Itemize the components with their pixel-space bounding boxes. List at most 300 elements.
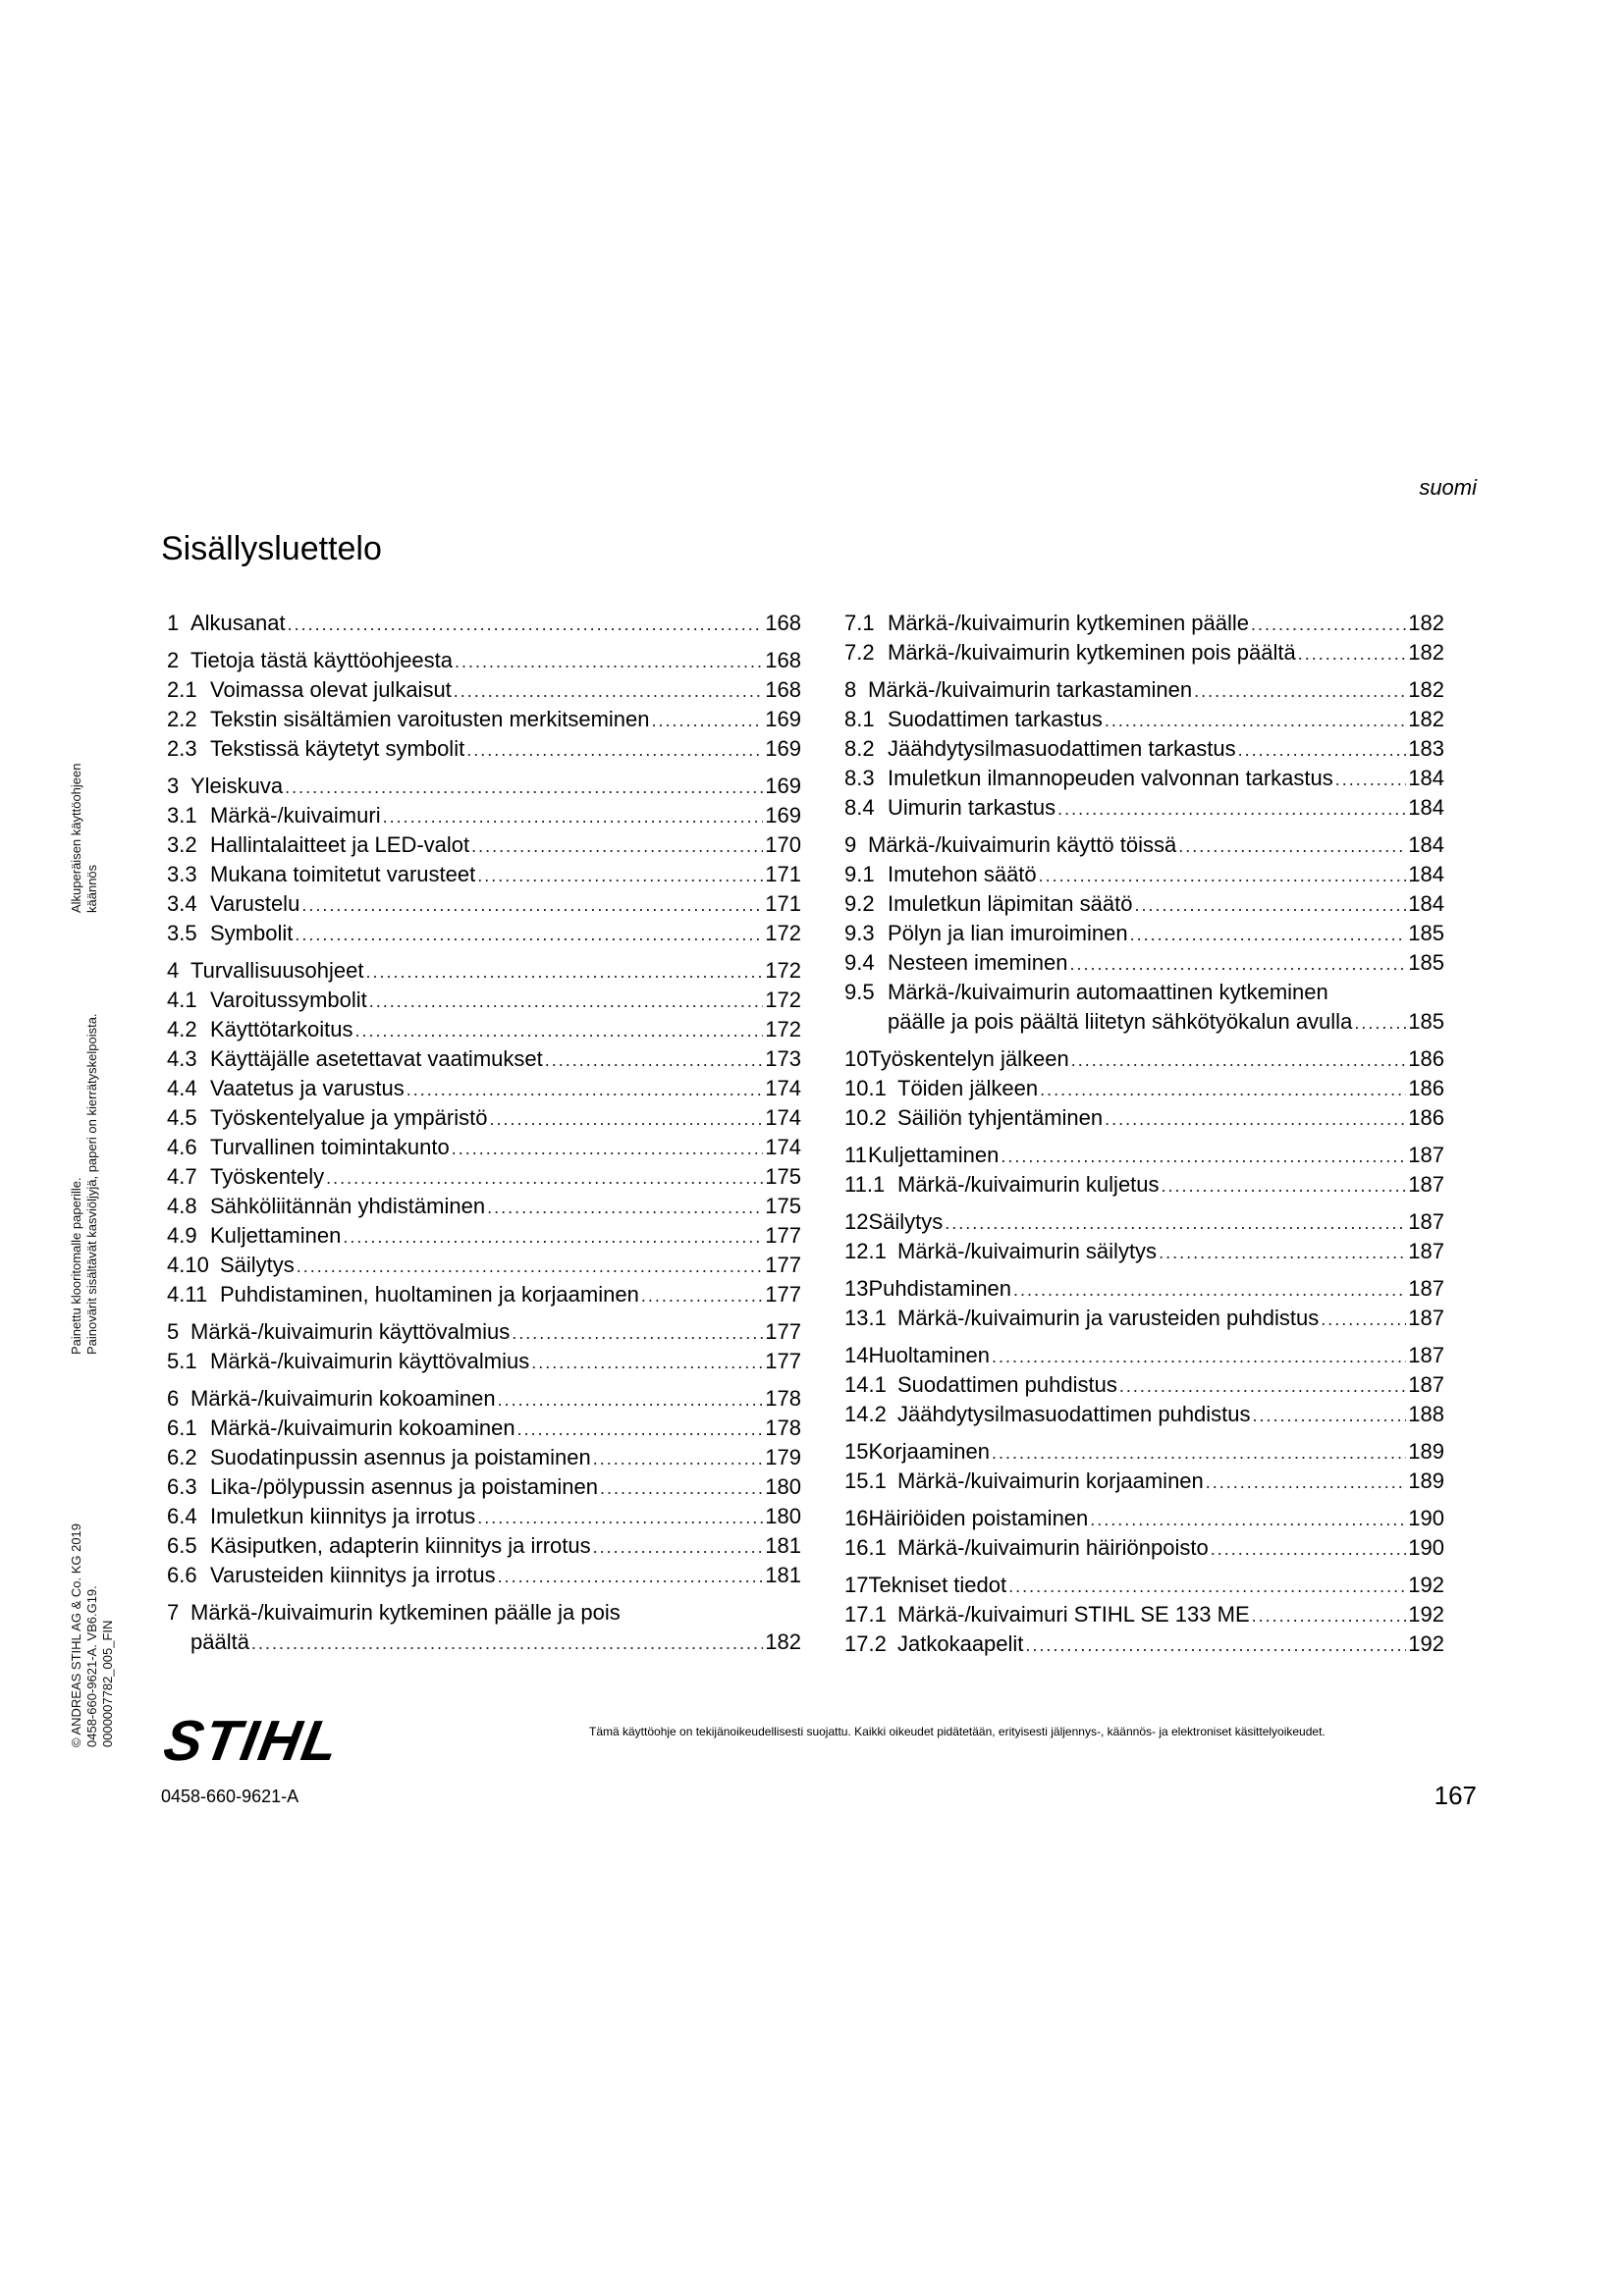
toc-entry-label: Töiden jälkeen: [897, 1076, 1039, 1100]
toc-section-entry: [167, 1414, 801, 1443]
toc-entry-page: 171: [765, 862, 801, 886]
toc-entry-page: 187: [1408, 1372, 1444, 1397]
toc-leader-dots: [466, 735, 763, 765]
toc-leader-dots: [454, 676, 763, 706]
toc-leader-dots: [455, 647, 763, 676]
toc-section-entry: [167, 1044, 801, 1074]
toc-entry-label: Märkä-/kuivaimurin kytkeminen pois päältä: [888, 640, 1296, 665]
toc-entry-page: 183: [1408, 736, 1444, 761]
toc-leader-dots: [301, 890, 763, 920]
toc-section-entry: [167, 889, 801, 919]
toc-entry-label: Imutehon säätö: [888, 862, 1037, 886]
toc-entry-number: 4: [167, 958, 180, 983]
toc-entry-number: 3.1: [167, 803, 197, 828]
toc-leader-dots: [498, 1385, 764, 1415]
toc-section-entry: [844, 860, 1444, 889]
toc-chapter-entry: [844, 1207, 1444, 1237]
toc-entry-number: 3.3: [167, 862, 197, 886]
toc-entry-page: 168: [765, 648, 801, 672]
toc-entry-page: 177: [765, 1349, 801, 1373]
toc-entry-page: 181: [765, 1533, 801, 1558]
toc-entry-number: 2: [167, 648, 180, 672]
toc-chapter-entry: [844, 675, 1444, 705]
toc-entry-number: 4.5: [167, 1105, 197, 1130]
toc-entry-number: 3: [167, 774, 180, 798]
toc-entry-label: Työskentely: [210, 1164, 325, 1189]
toc-leader-dots: [285, 773, 763, 802]
toc-entry-number: 9.5: [844, 980, 875, 1004]
toc-chapter-entry: [844, 1504, 1444, 1533]
toc-entry-label: Märkä-/kuivaimurin häiriönpoisto: [897, 1535, 1209, 1560]
toc-section-entry: [844, 1370, 1444, 1400]
toc-entry-number: 8: [844, 677, 857, 702]
toc-entry-number: 7.1: [844, 611, 875, 635]
toc-entry-number: 6.3: [167, 1474, 197, 1499]
toc-entry-page: 184: [1408, 795, 1444, 820]
toc-leader-dots: [593, 1532, 764, 1562]
toc-leader-dots: [406, 1075, 764, 1104]
toc-section-entry: [844, 1237, 1444, 1266]
copyright-line: © ANDREAS STIHL AG & Co. KG 2019: [69, 1522, 83, 1747]
toc-chapter-entry: [844, 1437, 1444, 1467]
toc-entry-label: Märkä-/kuivaimurin ja varusteiden puhdistus: [897, 1306, 1320, 1330]
toc-entry-page: 185: [1408, 921, 1444, 945]
toc-leader-dots: [1335, 765, 1407, 794]
toc-leader-dots: [383, 802, 764, 831]
toc-leader-dots: [1159, 1238, 1406, 1267]
toc-entry-label-continued: päälle ja pois päältä liitetyn sähkötyökalun avulla: [888, 1009, 1353, 1034]
toc-entry-number: 15: [844, 1439, 869, 1464]
toc-entry-label: Yleiskuva: [190, 774, 284, 798]
toc-entry-label: Märkä-/kuivaimurin kytkeminen päälle: [888, 611, 1250, 635]
toc-entry-number: 17: [844, 1573, 869, 1597]
toc-entry-page: 177: [765, 1223, 801, 1248]
toc-leader-dots: [992, 1342, 1406, 1371]
toc-entry-page: 187: [1408, 1239, 1444, 1263]
toc-entry-page: 182: [1408, 707, 1444, 731]
toc-entry-number: 5: [167, 1319, 180, 1344]
toc-entry-label: Imuletkun kiinnitys ja irrotus: [210, 1504, 476, 1528]
toc-entry-label: Alkusanat: [190, 611, 286, 635]
toc-leader-dots: [295, 920, 763, 949]
toc-entry-number: 9.3: [844, 921, 875, 945]
toc-entry-number: 3.2: [167, 832, 197, 857]
toc-entry-number: 4.10: [167, 1253, 209, 1277]
document-number: 0458-660-9621-A: [161, 1787, 299, 1806]
toc-leader-dots: [1134, 890, 1406, 920]
toc-entry-number: 4.6: [167, 1135, 197, 1159]
toc-entry-label: Imuletkun läpimitan säätö: [888, 891, 1133, 916]
toc-entry-label: Kuljettaminen: [868, 1143, 1000, 1167]
toc-entry-number: 4.7: [167, 1164, 197, 1189]
toc-entry-page: 188: [1408, 1402, 1444, 1426]
toc-entry-number: 8.3: [844, 766, 875, 790]
toc-section-entry: [844, 1467, 1444, 1496]
toc-entry-page: 177: [765, 1319, 801, 1344]
toc-entry-label: Jatkokaapelit: [897, 1631, 1024, 1656]
toc-left-column: [167, 609, 801, 1657]
toc-entry-number: 6.4: [167, 1504, 197, 1528]
toc-entry-number: 14: [844, 1343, 869, 1367]
toc-entry-label: Suodatinpussin asennus ja poistaminen: [210, 1445, 591, 1469]
toc-entry-label: Tietoja tästä käyttöohjeesta: [190, 648, 454, 672]
toc-leader-dots: [452, 1134, 764, 1163]
toc-entry-page: 181: [765, 1563, 801, 1587]
toc-entry-page: 177: [765, 1253, 801, 1277]
toc-entry-page: 187: [1408, 1306, 1444, 1330]
toc-entry-page: 172: [765, 988, 801, 1012]
toc-entry-number: 7.2: [844, 640, 875, 665]
toc-section-entry: [844, 1600, 1444, 1629]
toc-entry-label: Käsiputken, adapterin kiinnitys ja irrotus: [210, 1533, 591, 1558]
toc-entry-page: 182: [765, 1629, 801, 1654]
toc-entry-number: 6.2: [167, 1445, 197, 1469]
toc-leader-dots: [1119, 1371, 1406, 1401]
toc-entry-number: 16: [844, 1506, 869, 1530]
toc-entry-label: Imuletkun ilmannopeuden valvonnan tarkastus: [888, 766, 1333, 790]
toc-entry-number: 15.1: [844, 1468, 887, 1493]
toc-entry-label: Suodattimen tarkastus: [888, 707, 1103, 731]
toc-entry-label: Voimassa olevat julkaisut: [210, 677, 452, 702]
toc-entry-label: Märkä-/kuivaimurin kokoaminen: [190, 1386, 496, 1411]
toc-section-entry: [167, 1561, 801, 1590]
toc-entry-number: 4.3: [167, 1046, 197, 1071]
toc-entry-number: 9.2: [844, 891, 875, 916]
toc-entry-label: Märkä-/kuivaimurin käyttövalmius: [190, 1319, 511, 1344]
toc-leader-dots: [1069, 949, 1406, 979]
toc-entry-number: 9.1: [844, 862, 875, 886]
toc-entry-label: Säilytys: [220, 1253, 295, 1277]
toc-entry-number: 4.1: [167, 988, 197, 1012]
toc-entry-label: Puhdistaminen: [868, 1276, 1012, 1301]
toc-leader-dots: [1252, 1601, 1407, 1630]
toc-entry-number: 3.4: [167, 891, 197, 916]
toc-entry-page: 174: [765, 1105, 801, 1130]
toc-entry-page: 177: [765, 1282, 801, 1307]
toc-entry-label: Huoltaminen: [868, 1343, 990, 1367]
toc-leader-dots: [477, 861, 763, 890]
toc-entry-page: 187: [1408, 1276, 1444, 1301]
toc-entry-number: 17.2: [844, 1631, 887, 1656]
toc-section-entry: [844, 734, 1444, 764]
toc-entry-label: Säilytys: [868, 1209, 944, 1234]
toc-leader-dots: [992, 1438, 1406, 1468]
toc-leader-dots: [1105, 706, 1406, 735]
toc-entry-number: 2.2: [167, 707, 197, 731]
toc-section-entry: [167, 1443, 801, 1472]
toc-entry-label: Varoitussymbolit: [210, 988, 367, 1012]
toc-wrapped-entry: [844, 978, 1444, 1037]
toc-entry-page: 185: [1408, 1009, 1444, 1034]
toc-entry-label: Varusteiden kiinnitys ja irrotus: [210, 1563, 496, 1587]
toc-entry-page: 187: [1408, 1343, 1444, 1367]
toc-entry-page: 192: [1408, 1631, 1444, 1656]
toc-leader-dots: [1211, 1534, 1407, 1564]
toc-entry-page: 169: [765, 803, 801, 828]
toc-entry-page: 189: [1408, 1468, 1444, 1493]
toc-entry-label: Märkä-/kuivaimurin käyttövalmius: [210, 1349, 530, 1373]
toc-entry-label: Symbolit: [210, 921, 294, 945]
toc-leader-dots: [1025, 1630, 1406, 1660]
toc-leader-dots: [288, 610, 764, 639]
toc-leader-dots: [1194, 676, 1406, 706]
toc-entry-label: Käyttötarkoitus: [210, 1017, 353, 1041]
toc-entry-number: 13.1: [844, 1306, 887, 1330]
toc-section-entry: [844, 705, 1444, 734]
toc-entry-page: 172: [765, 921, 801, 945]
toc-section-entry: [844, 764, 1444, 793]
toc-entry-label: Märkä-/kuivaimurin tarkastaminen: [868, 677, 1193, 702]
toc-entry-number: 12: [844, 1209, 869, 1234]
toc-entry-page: 184: [1408, 766, 1444, 790]
toc-leader-dots: [1039, 861, 1407, 890]
toc-entry-number: 2.1: [167, 677, 197, 702]
toc-entry-page: 168: [765, 677, 801, 702]
toc-entry-number: 10.1: [844, 1076, 887, 1100]
toc-entry-label: Turvallinen toimintakunto: [210, 1135, 450, 1159]
toc-chapter-entry: [844, 830, 1444, 860]
toc-entry-label: Työskentelyalue ja ympäristö: [210, 1105, 488, 1130]
toc-leader-dots: [1251, 610, 1406, 639]
toc-entry-label: Mukana toimitetut varusteet: [210, 862, 476, 886]
toc-section-entry: [844, 1629, 1444, 1659]
toc-entry-number: 10.2: [844, 1105, 887, 1130]
page-number: 167: [1434, 1781, 1477, 1810]
toc-entry-page: 187: [1408, 1209, 1444, 1234]
toc-chapter-entry: [167, 1317, 801, 1347]
toc-chapter-entry: [844, 1341, 1444, 1370]
toc-entry-page: 169: [765, 707, 801, 731]
toc-entry-label: Märkä-/kuivaimuri: [210, 803, 381, 828]
toc-entry-page: 187: [1408, 1143, 1444, 1167]
toc-leader-dots: [251, 1629, 763, 1658]
toc-leader-dots: [1238, 735, 1407, 765]
toc-section-entry: [844, 638, 1444, 667]
toc-leader-dots: [326, 1163, 763, 1193]
toc-entry-label: Työskentelyn jälkeen: [868, 1046, 1069, 1071]
toc-leader-dots: [1090, 1505, 1406, 1534]
toc-leader-dots: [1162, 1171, 1407, 1201]
toc-entry-page: 187: [1408, 1172, 1444, 1197]
toc-entry-number: 4.2: [167, 1017, 197, 1041]
toc-leader-dots: [1321, 1305, 1406, 1334]
toc-section-entry: [844, 919, 1444, 948]
toc-entry-label: Märkä-/kuivaimurin kuljetus: [897, 1172, 1160, 1197]
toc-section-entry: [167, 1192, 801, 1221]
toc-entry-page: 184: [1408, 832, 1444, 857]
toc-leader-dots: [1298, 639, 1407, 668]
toc-chapter-entry: [844, 1044, 1444, 1074]
toc-entry-page: 174: [765, 1076, 801, 1100]
toc-leader-dots: [652, 706, 764, 735]
toc-section-entry: [844, 948, 1444, 978]
toc-wrapped-entry: [167, 1598, 801, 1657]
language-label: suomi: [1419, 475, 1477, 500]
toc-leader-dots: [297, 1252, 763, 1281]
toc-entry-number: 6: [167, 1386, 180, 1411]
toc-chapter-entry: [844, 1274, 1444, 1304]
toc-section-entry: [167, 1347, 801, 1376]
toc-section-entry: [844, 1170, 1444, 1200]
toc-entry-page: 179: [765, 1445, 801, 1469]
toc-entry-number: 14.1: [844, 1372, 887, 1397]
toc-leader-dots: [1105, 1104, 1406, 1134]
doc-id-line: 0000007782_005_FIN: [100, 1620, 115, 1747]
toc-leader-dots: [498, 1562, 764, 1591]
toc-entry-number: 9.4: [844, 950, 875, 975]
toc-entry-label: Lika-/pölypussin asennus ja poistaminen: [210, 1474, 599, 1499]
toc-entry-number: 14.2: [844, 1402, 887, 1426]
toc-leader-dots: [1013, 1275, 1406, 1305]
toc-section-entry: [167, 830, 801, 860]
toc-chapter-entry: [167, 956, 801, 986]
toc-entry-page: 190: [1408, 1506, 1444, 1530]
toc-entry-page: 169: [765, 774, 801, 798]
page-title: Sisällysluettelo: [161, 530, 382, 567]
toc-entry-number: 13: [844, 1276, 869, 1301]
sidebar-imprint: [69, 589, 167, 1747]
toc-section-entry: [167, 1251, 801, 1280]
toc-entry-label: Korjaaminen: [868, 1439, 990, 1464]
toc-section-entry: [844, 1533, 1444, 1563]
toc-leader-dots: [600, 1473, 763, 1503]
toc-entry-number: 4.8: [167, 1194, 197, 1218]
toc-right-column: [844, 609, 1444, 1659]
toc-entry-page: 192: [1408, 1602, 1444, 1627]
toc-entry-label: Märkä-/kuivaimurin käyttö töissä: [868, 832, 1177, 857]
toc-entry-page: 180: [765, 1474, 801, 1499]
toc-entry-page: 182: [1408, 611, 1444, 635]
toc-chapter-entry: [167, 646, 801, 675]
toc-section-entry: [167, 1103, 801, 1133]
toc-section-entry: [167, 675, 801, 705]
toc-entry-label: Märkä-/kuivaimurin kytkeminen päälle ja pois: [190, 1600, 621, 1625]
toc-entry-number: 12.1: [844, 1239, 887, 1263]
toc-leader-dots: [366, 957, 764, 987]
toc-section-entry: [844, 1103, 1444, 1133]
toc-entry-number: 3.5: [167, 921, 197, 945]
toc-entry-page: 172: [765, 958, 801, 983]
toc-entry-number: 7: [167, 1600, 180, 1625]
toc-leader-dots: [512, 1318, 763, 1348]
toc-section-entry: [167, 705, 801, 734]
toc-entry-page: 169: [765, 736, 801, 761]
toc-entry-label: Jäähdytysilmasuodattimen tarkastus: [888, 736, 1236, 761]
toc-chapter-entry: [844, 1571, 1444, 1600]
toc-leader-dots: [369, 987, 764, 1016]
toc-entry-label: Märkä-/kuivaimurin korjaaminen: [897, 1468, 1204, 1493]
toc-entry-page: 172: [765, 1017, 801, 1041]
toc-section-entry: [167, 919, 801, 948]
toc-leader-dots: [517, 1415, 764, 1444]
toc-entry-page: 175: [765, 1164, 801, 1189]
toc-entry-page: 189: [1408, 1439, 1444, 1464]
toc-chapter-entry: [167, 1384, 801, 1414]
toc-leader-dots: [945, 1208, 1406, 1238]
toc-entry-label: Häiriöiden poistaminen: [868, 1506, 1089, 1530]
toc-leader-dots: [593, 1444, 764, 1473]
toc-section-entry: [167, 1221, 801, 1251]
toc-leader-dots: [1178, 831, 1406, 861]
toc-entry-label: Vaatetus ja varustus: [210, 1076, 405, 1100]
toc-entry-number: 4.11: [167, 1282, 208, 1307]
toc-entry-label: Hallintalaitteet ja LED-valot: [210, 832, 470, 857]
toc-entry-label-continued: päältä: [190, 1629, 249, 1654]
translation-note-line-2: käännös: [84, 864, 99, 913]
toc-entry-label: Märkä-/kuivaimurin automaattinen kytkeminen: [888, 980, 1328, 1004]
toc-entry-page: 170: [765, 832, 801, 857]
toc-entry-number: 6.1: [167, 1415, 197, 1440]
toc-leader-dots: [531, 1348, 763, 1377]
toc-leader-dots: [471, 831, 763, 861]
toc-entry-number: 8.1: [844, 707, 875, 731]
toc-entry-label: Suodattimen puhdistus: [897, 1372, 1117, 1397]
toc-leader-dots: [343, 1222, 763, 1252]
toc-entry-page: 182: [1408, 640, 1444, 665]
toc-entry-page: 186: [1408, 1105, 1444, 1130]
toc-entry-page: 186: [1408, 1046, 1444, 1071]
toc-entry-page: 171: [765, 891, 801, 916]
toc-section-entry: [167, 1074, 801, 1103]
toc-entry-number: 6.6: [167, 1563, 197, 1587]
toc-chapter-entry: [167, 609, 801, 638]
toc-leader-dots: [487, 1193, 763, 1222]
toc-entry-number: 16.1: [844, 1535, 887, 1560]
toc-entry-number: 11.1: [844, 1172, 886, 1197]
toc-leader-dots: [489, 1104, 763, 1134]
toc-section-entry: [844, 1074, 1444, 1103]
toc-entry-label: Tekstissä käytetyt symbolit: [210, 736, 465, 761]
toc-entry-page: 175: [765, 1194, 801, 1218]
toc-section-entry: [167, 1502, 801, 1531]
toc-entry-number: 4.9: [167, 1223, 197, 1248]
toc-entry-label: Nesteen imeminen: [888, 950, 1068, 975]
toc-entry-number: 4.4: [167, 1076, 197, 1100]
toc-entry-number: 1: [167, 611, 180, 635]
toc-leader-dots: [1001, 1142, 1406, 1171]
toc-entry-number: 6.5: [167, 1533, 197, 1558]
toc-section-entry: [844, 793, 1444, 823]
toc-chapter-entry: [167, 772, 801, 801]
toc-entry-page: 185: [1408, 950, 1444, 975]
toc-leader-dots: [1040, 1075, 1406, 1104]
toc-section-entry: [167, 1472, 801, 1502]
toc-entry-label: Turvallisuusohjeet: [190, 958, 364, 983]
toc-entry-label: Pölyn ja lian imuroiminen: [888, 921, 1128, 945]
toc-leader-dots: [545, 1045, 764, 1075]
toc-entry-page: 173: [765, 1046, 801, 1071]
toc-entry-page: 184: [1408, 891, 1444, 916]
toc-chapter-entry: [844, 1141, 1444, 1170]
toc-entry-number: 10: [844, 1046, 869, 1071]
toc-entry-page: 168: [765, 611, 801, 635]
toc-entry-number: 17.1: [844, 1602, 887, 1627]
toc-leader-dots: [355, 1016, 764, 1045]
toc-entry-page: 180: [765, 1504, 801, 1528]
toc-leader-dots: [1354, 1008, 1406, 1038]
toc-leader-dots: [1057, 794, 1406, 824]
toc-leader-dots: [641, 1281, 763, 1310]
toc-section-entry: [844, 1304, 1444, 1333]
toc-section-entry: [167, 1162, 801, 1192]
toc-section-entry: [844, 609, 1444, 638]
toc-entry-number: 9: [844, 832, 857, 857]
toc-section-entry: [167, 1133, 801, 1162]
translation-note-line: Alkuperäisen käyttöohjeen: [69, 763, 83, 913]
toc-section-entry: [167, 801, 801, 830]
toc-section-entry: [167, 860, 801, 889]
toc-entry-label: Märkä-/kuivaimuri STIHL SE 133 ME: [897, 1602, 1250, 1627]
